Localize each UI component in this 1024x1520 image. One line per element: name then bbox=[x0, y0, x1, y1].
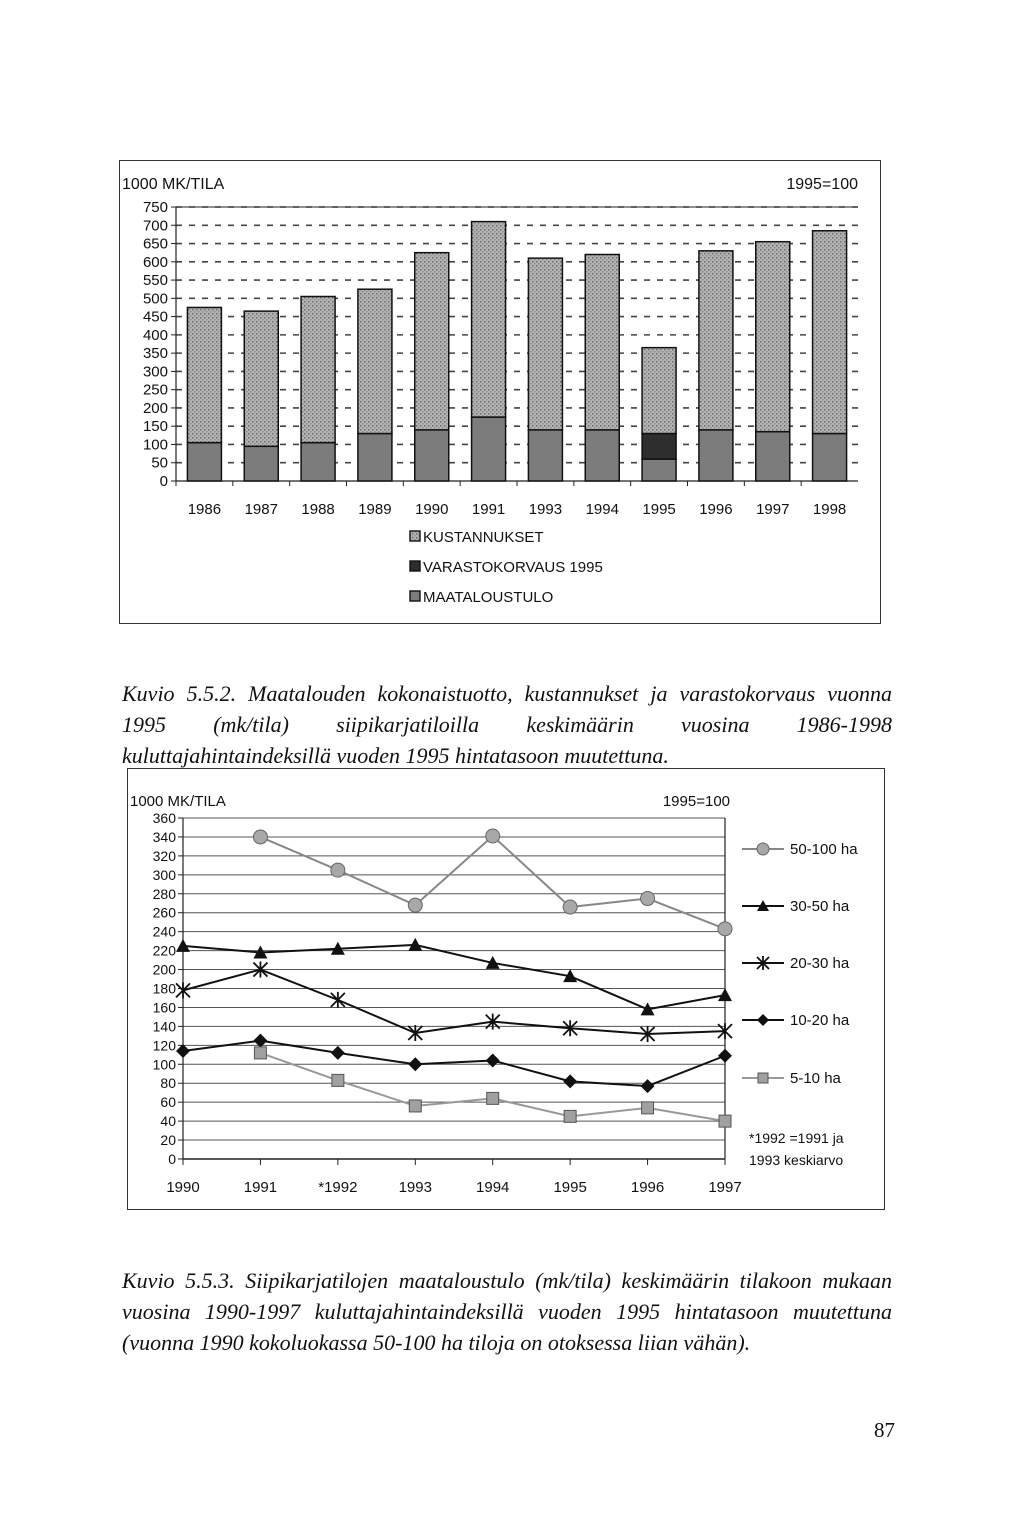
x-tick-label: 1996 bbox=[630, 1179, 665, 1196]
legend-label: 10-20 ha bbox=[790, 1012, 850, 1029]
bar-segment bbox=[244, 446, 278, 481]
y-tick-label: 200 bbox=[142, 399, 168, 417]
y-tick-label: 550 bbox=[142, 272, 168, 290]
legend-label: KUSTANNUKSET bbox=[423, 529, 544, 546]
index-label: 1995=100 bbox=[662, 793, 730, 810]
page-number: 87 bbox=[874, 1418, 895, 1442]
legend-swatch bbox=[410, 561, 420, 571]
y-tick-label: 40 bbox=[160, 1113, 176, 1130]
unit-label: 1000 MK/TILA bbox=[122, 176, 225, 193]
bar-segment bbox=[756, 242, 790, 432]
data-point bbox=[757, 1014, 769, 1026]
legend-label: 20-30 ha bbox=[790, 955, 850, 972]
bar-segment bbox=[187, 443, 221, 481]
y-tick-label: 240 bbox=[152, 923, 176, 940]
y-tick-label: 350 bbox=[142, 345, 168, 363]
data-point bbox=[253, 830, 267, 844]
y-tick-label: 750 bbox=[142, 199, 168, 216]
legend-label: MAATALOUSTULO bbox=[423, 589, 554, 606]
y-tick-label: 120 bbox=[152, 1037, 176, 1054]
x-tick-label: 1993 bbox=[528, 501, 563, 518]
bar-segment bbox=[358, 434, 392, 481]
data-point bbox=[176, 982, 190, 998]
data-point bbox=[641, 1079, 655, 1093]
bar-segment bbox=[585, 254, 619, 429]
y-tick-label: 50 bbox=[151, 454, 168, 472]
y-tick-label: 260 bbox=[152, 904, 176, 921]
y-tick-label: 160 bbox=[152, 999, 176, 1016]
bar-segment bbox=[756, 432, 790, 481]
bar-segment bbox=[415, 253, 449, 430]
data-point bbox=[408, 1057, 422, 1071]
data-point bbox=[331, 863, 345, 877]
y-tick-label: 360 bbox=[152, 810, 176, 826]
x-tick-label: 1988 bbox=[301, 501, 335, 518]
bar-segment bbox=[244, 311, 278, 446]
x-tick-label: *1992 bbox=[318, 1179, 358, 1196]
y-tick-label: 320 bbox=[152, 847, 176, 864]
y-tick-label: 280 bbox=[152, 885, 176, 902]
data-point bbox=[409, 1100, 421, 1112]
y-tick-label: 650 bbox=[142, 235, 168, 253]
data-point bbox=[718, 922, 732, 936]
legend-swatch bbox=[410, 591, 420, 601]
bar-segment bbox=[699, 430, 733, 481]
data-point bbox=[563, 1074, 577, 1088]
bar-segment bbox=[301, 297, 335, 443]
series-line bbox=[260, 836, 725, 929]
y-tick-label: 250 bbox=[142, 381, 168, 399]
bar-segment bbox=[642, 434, 676, 460]
bar-segment bbox=[472, 222, 506, 417]
legend-label: VARASTOKORVAUS 1995 bbox=[423, 559, 603, 576]
bar-segment bbox=[187, 307, 221, 442]
bar-segment bbox=[415, 430, 449, 481]
bar-segment bbox=[358, 289, 392, 433]
data-point bbox=[408, 898, 422, 912]
line-chart-panel bbox=[127, 768, 885, 1210]
x-tick-label: 1994 bbox=[585, 501, 619, 518]
bar-segment bbox=[301, 443, 335, 481]
bar-chart bbox=[120, 161, 880, 623]
data-point bbox=[642, 1102, 654, 1114]
data-point bbox=[718, 1049, 732, 1063]
y-tick-label: 60 bbox=[160, 1094, 176, 1111]
x-tick-label: 1998 bbox=[812, 501, 847, 518]
bar-segment bbox=[813, 231, 847, 434]
data-point bbox=[757, 843, 769, 855]
x-tick-label: 1997 bbox=[756, 501, 790, 518]
y-tick-label: 0 bbox=[159, 473, 168, 490]
y-tick-label: 500 bbox=[142, 290, 168, 308]
bar-segment bbox=[642, 348, 676, 434]
y-tick-label: 200 bbox=[152, 961, 176, 978]
x-tick-label: 1987 bbox=[244, 501, 278, 518]
bar-segment bbox=[472, 417, 506, 481]
data-point bbox=[254, 1047, 266, 1059]
y-tick-label: 300 bbox=[152, 866, 176, 883]
bar-segment bbox=[642, 459, 676, 481]
x-tick-label: 1996 bbox=[699, 501, 733, 518]
x-tick-label: 1989 bbox=[358, 501, 392, 518]
x-tick-label: 1995 bbox=[642, 501, 676, 518]
bar-chart-panel bbox=[119, 160, 881, 624]
y-tick-label: 100 bbox=[142, 436, 168, 454]
data-point bbox=[719, 1115, 731, 1127]
data-point bbox=[564, 1110, 576, 1122]
y-tick-label: 450 bbox=[142, 308, 168, 326]
data-point bbox=[176, 1044, 190, 1058]
y-tick-label: 100 bbox=[152, 1056, 176, 1073]
data-point bbox=[718, 988, 732, 1001]
data-point bbox=[487, 1092, 499, 1104]
x-tick-label: 1990 bbox=[415, 501, 449, 518]
bar-segment bbox=[528, 430, 562, 481]
x-tick-label: 1994 bbox=[476, 1179, 510, 1196]
y-tick-label: 220 bbox=[152, 942, 176, 959]
legend-label: 5-10 ha bbox=[790, 1070, 841, 1087]
x-tick-label: 1990 bbox=[166, 1179, 200, 1196]
x-tick-label: 1993 bbox=[398, 1179, 432, 1196]
data-point bbox=[486, 1053, 500, 1067]
y-tick-label: 400 bbox=[142, 326, 168, 344]
x-tick-label: 1997 bbox=[708, 1179, 742, 1196]
index-label: 1995=100 bbox=[786, 176, 858, 193]
x-tick-label: 1986 bbox=[187, 501, 222, 518]
data-point bbox=[563, 900, 577, 914]
unit-label: 1000 MK/TILA bbox=[130, 793, 226, 810]
footnote: *1992 =1991 ja bbox=[749, 1130, 844, 1146]
x-tick-label: 1991 bbox=[471, 501, 506, 518]
figure-caption-2: Kuvio 5.5.3. Siipikarjatilojen maataloustulo (mk/tila) keskimäärin tilakoon mukaan vuosina 1990-1997 kuluttajahintaindeksillä vuoden 1995 hintatasoon muutettuna (vuonna 1990 kokoluokassa 50-100 ha tiloja on otoksessa liian vähän). bbox=[122, 1268, 892, 1355]
data-point bbox=[332, 1074, 344, 1086]
x-tick-label: 1991 bbox=[243, 1179, 278, 1196]
y-tick-label: 140 bbox=[152, 1018, 176, 1035]
legend-label: 30-50 ha bbox=[790, 898, 850, 915]
data-point bbox=[641, 892, 655, 906]
y-tick-label: 700 bbox=[142, 217, 168, 235]
bar-segment bbox=[528, 258, 562, 430]
bar-segment bbox=[585, 430, 619, 481]
data-point bbox=[331, 1046, 345, 1060]
y-tick-label: 80 bbox=[160, 1075, 176, 1092]
bar-segment bbox=[699, 251, 733, 430]
legend-swatch bbox=[410, 531, 420, 541]
data-point bbox=[758, 1073, 768, 1083]
legend-label: 50-100 ha bbox=[790, 841, 858, 858]
data-point bbox=[486, 829, 500, 843]
y-tick-label: 340 bbox=[152, 828, 176, 845]
figure-caption-1: Kuvio 5.5.2. Maatalouden kokonaistuotto, kustannukset ja varastokorvaus vuonna 1995 (mk/tila) siipikarjatiloilla keskimäärin vuosina 1986-1998 kuluttajahintaindeksillä vuoden 1995 hintatasoon muutettuna. bbox=[122, 681, 892, 768]
y-tick-label: 300 bbox=[142, 363, 168, 381]
bar-segment bbox=[813, 434, 847, 481]
x-tick-label: 1995 bbox=[553, 1179, 587, 1196]
data-point bbox=[331, 992, 345, 1008]
y-tick-label: 180 bbox=[152, 980, 176, 997]
series-line bbox=[183, 970, 725, 1034]
y-tick-label: 0 bbox=[168, 1151, 176, 1167]
y-tick-label: 20 bbox=[160, 1132, 176, 1149]
y-tick-label: 600 bbox=[142, 253, 168, 271]
line-chart bbox=[128, 769, 884, 1209]
footnote: 1993 keskiarvo bbox=[749, 1152, 844, 1168]
y-tick-label: 150 bbox=[142, 418, 168, 436]
